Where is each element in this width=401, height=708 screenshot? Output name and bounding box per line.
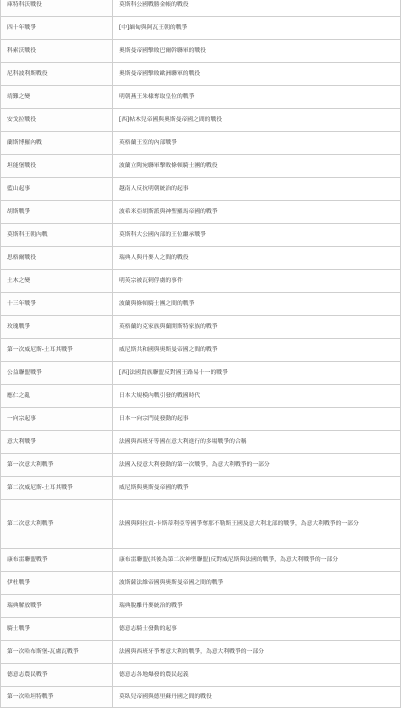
war-name-cell: 安戈拉戰役	[1, 109, 113, 132]
table-row	[1, 178, 401, 201]
wars-table-body	[1, 0, 401, 708]
table-row	[1, 293, 401, 316]
table-row	[1, 132, 401, 155]
war-name-cell: 庫特科沃戰役	[1, 0, 113, 17]
war-description-cell: 法國與西班牙等國在意大利進行的多場戰爭的合稱	[113, 431, 401, 454]
war-name-cell: 思格爾戰役	[1, 247, 113, 270]
war-description-cell: 明朝燕王朱棣奪取皇位的戰爭	[113, 86, 401, 109]
war-name-cell: 應仁之亂	[1, 385, 113, 408]
table-row	[1, 618, 401, 641]
table-row	[1, 109, 401, 132]
war-description-cell: [西]法國貴族聯盟反對國王路易十一的戰爭	[113, 362, 401, 385]
war-description-cell: 明英宗被瓦剌俘虜的事件	[113, 270, 401, 293]
war-name-cell: 康布雷聯盟戰爭	[1, 549, 113, 572]
war-name-cell: 一向宗起事	[1, 408, 113, 431]
table-row	[1, 155, 401, 178]
war-name-cell: 四十年戰爭	[1, 17, 113, 40]
war-description-cell: 波蘭與條頓騎士團之間的戰爭	[113, 293, 401, 316]
table-row	[1, 641, 401, 664]
war-name-cell: 科索沃戰役	[1, 40, 113, 63]
table-row	[1, 362, 401, 385]
war-description-cell: 威尼斯與奧斯曼帝國的戰爭	[113, 477, 401, 500]
war-name-cell: 玫瑰戰爭	[1, 316, 113, 339]
war-name-cell: 胡斯戰爭	[1, 201, 113, 224]
war-description-cell: 瑞典人與丹麥人之間的戰役	[113, 247, 401, 270]
war-name-cell: 公益聯盟戰爭	[1, 362, 113, 385]
war-description-cell: 法國與阿拉貢-卡斯蒂利亞等國爭奪那不勒斯王國及意大利北部的戰爭，為意大利戰爭的一部分	[113, 500, 401, 549]
war-name-cell: 德意志農民戰爭	[1, 664, 113, 687]
war-name-cell: 第一次哈坦特戰爭	[1, 687, 113, 708]
war-name-cell: 十三年戰爭	[1, 293, 113, 316]
table-row	[1, 224, 401, 247]
table-row	[1, 385, 401, 408]
war-description-cell: 德意志騎士發動的起事	[113, 618, 401, 641]
war-description-cell: 波蘭立陶宛聯軍擊敗條頓騎士團的戰役	[113, 155, 401, 178]
war-description-cell: 日本大規模內戰引發的戰國時代	[113, 385, 401, 408]
war-description-cell: 奧斯曼帝國擊敗歐洲聯軍的戰役	[113, 63, 401, 86]
table-row	[1, 572, 401, 595]
war-name-cell: 騎士戰爭	[1, 618, 113, 641]
war-description-cell: 波斯薩法維帝國與奧斯曼帝國之間的戰爭	[113, 572, 401, 595]
table-row	[1, 17, 401, 40]
war-name-cell: 莫斯科王朝內戰	[1, 224, 113, 247]
war-name-cell: 第一次意大利戰爭	[1, 454, 113, 477]
table-row	[1, 549, 401, 572]
war-name-cell: 第一次威尼斯-土耳其戰爭	[1, 339, 113, 362]
table-row	[1, 408, 401, 431]
war-name-cell: 坦能堡戰役	[1, 155, 113, 178]
war-name-cell: 第一次哈布斯堡-瓦盧瓦戰爭	[1, 641, 113, 664]
war-description-cell: 英格蘭約克家族與蘭開斯特家族的戰爭	[113, 316, 401, 339]
war-description-cell: 法國與西班牙爭奪意大利的戰爭，為意大利戰爭的一部分	[113, 641, 401, 664]
war-name-cell: 意大利戰爭	[1, 431, 113, 454]
war-description-cell: 英格蘭王室的內部戰爭	[113, 132, 401, 155]
war-description-cell: 法國入侵意大利發動的第一次戰爭，為意大利戰爭的一部分	[113, 454, 401, 477]
table-row	[1, 339, 401, 362]
war-name-cell: 瑞典解放戰爭	[1, 595, 113, 618]
war-description-cell: 瑞典脫離丹麥統治的戰爭	[113, 595, 401, 618]
table-row	[1, 664, 401, 687]
war-name-cell: 第二次威尼斯-土耳其戰爭	[1, 477, 113, 500]
war-description-cell: 莫臥兒帝國與德里蘇丹國之間的戰役	[113, 687, 401, 708]
war-description-cell: [中]緬甸與阿瓦王朝的戰爭	[113, 17, 401, 40]
war-description-cell: 德意志各地爆發的農民起義	[113, 664, 401, 687]
table-row	[1, 500, 401, 549]
war-description-cell: 越南人反抗明朝統治的起事	[113, 178, 401, 201]
war-description-cell: 威尼斯共和國與奧斯曼帝國之間的戰爭	[113, 339, 401, 362]
war-name-cell: 尼科波利斯戰役	[1, 63, 113, 86]
table-row	[1, 40, 401, 63]
table-row	[1, 247, 401, 270]
war-description-cell: 莫斯科大公國內部的王位繼承戰爭	[113, 224, 401, 247]
table-row	[1, 270, 401, 293]
war-name-cell: 伊杜戰爭	[1, 572, 113, 595]
table-row	[1, 687, 401, 708]
table-row	[1, 86, 401, 109]
war-name-cell: 第二次意大利戰爭	[1, 500, 113, 549]
war-name-cell: 土木之變	[1, 270, 113, 293]
war-description-cell: 日本一向宗門徒發動的起事	[113, 408, 401, 431]
war-name-cell: 藍山起事	[1, 178, 113, 201]
war-description-cell: [西]帖木兒帝國與奧斯曼帝國之間的戰役	[113, 109, 401, 132]
war-description-cell: 莫斯科公國戰勝金帳的戰役	[113, 0, 401, 17]
table-row	[1, 201, 401, 224]
war-description-cell: 康布雷聯盟(其後為第二次神聖聯盟)反對威尼斯與法國的戰爭，為意大利戰爭的一部分	[113, 549, 401, 572]
table-row	[1, 454, 401, 477]
table-row	[1, 63, 401, 86]
table-row	[1, 316, 401, 339]
war-description-cell: 波希米亞胡斯派與神聖羅馬帝國的戰爭	[113, 201, 401, 224]
table-row	[1, 595, 401, 618]
table-row	[1, 477, 401, 500]
war-name-cell: 蘭斯博羅內戰	[1, 132, 113, 155]
table-row	[1, 0, 401, 17]
war-description-cell: 奧斯曼帝國擊敗巴爾幹聯軍的戰役	[113, 40, 401, 63]
war-name-cell: 靖難之變	[1, 86, 113, 109]
table-row	[1, 431, 401, 454]
